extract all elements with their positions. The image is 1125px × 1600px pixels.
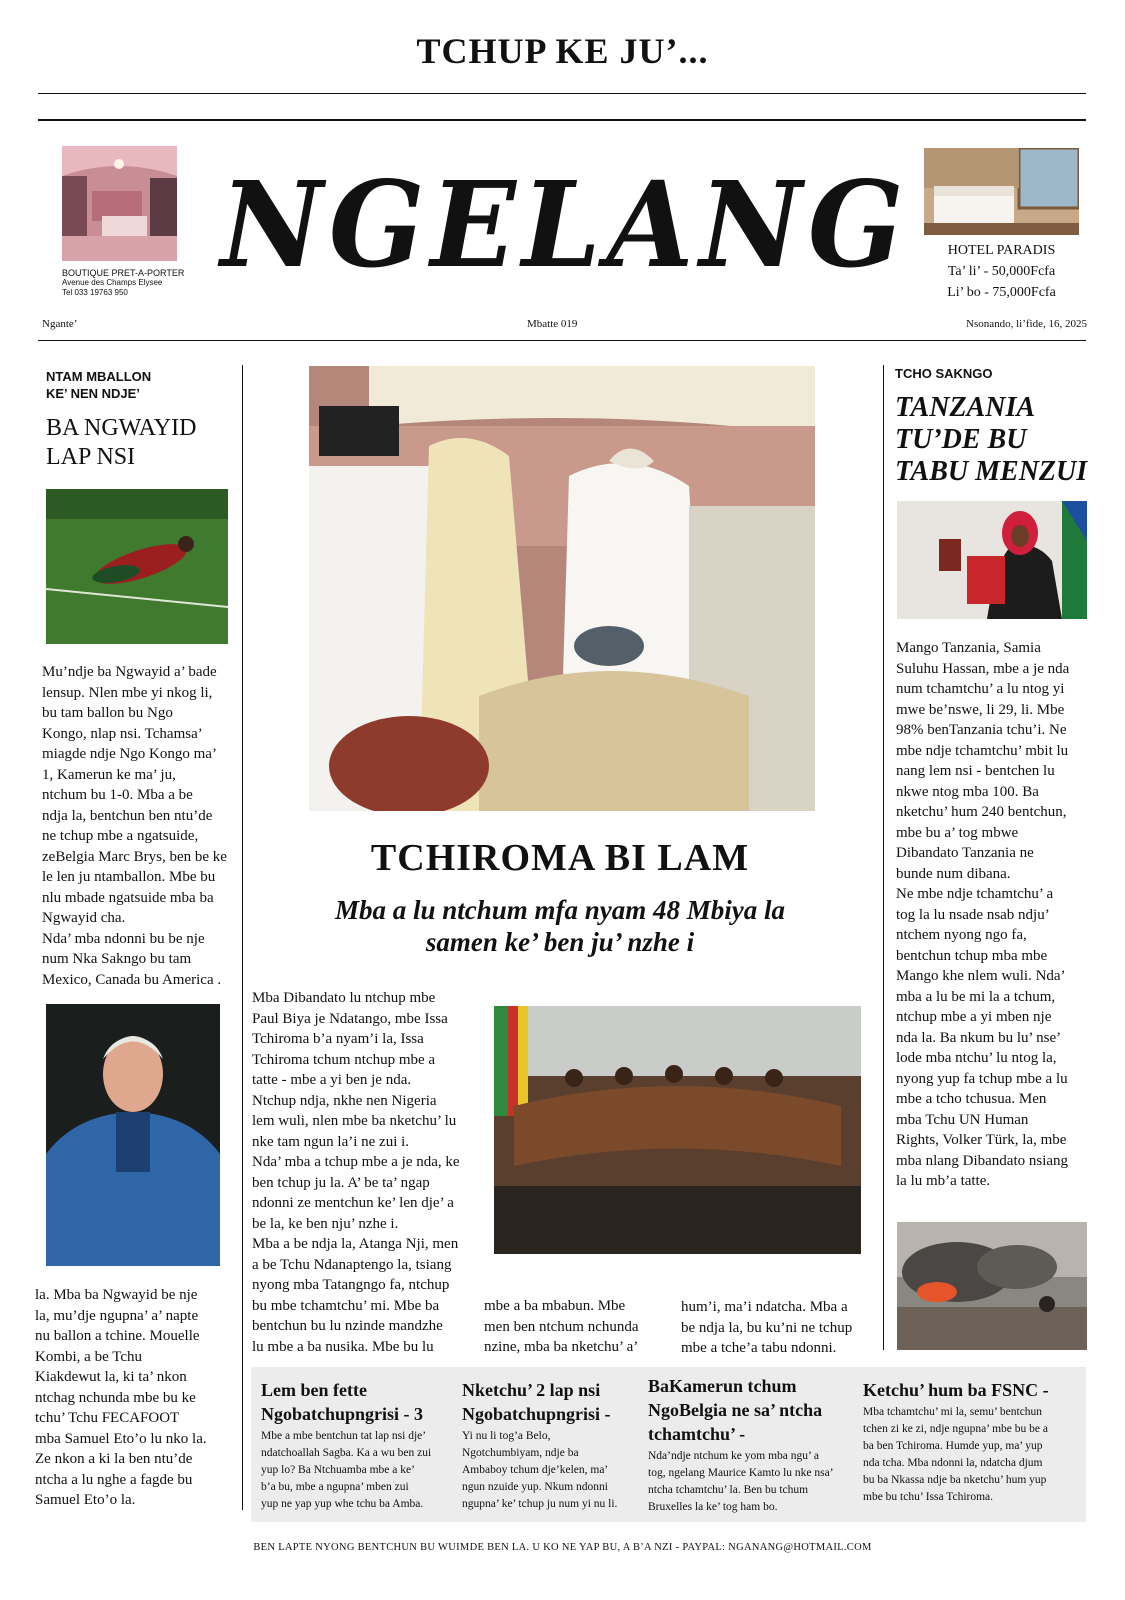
brief-1-title: Lem ben fette Ngobatchupngrisi - 3 [261,1380,424,1424]
masthead-title: NGELANG [220,156,910,295]
unrest-photo [897,1222,1087,1350]
boutique-phone: Tel 033 19763 950 [62,288,128,297]
masthead-rule [38,119,1086,121]
brief-1 [261,1378,456,1513]
brief-3-text: Nda’ndje ntchum ke yom mba ngu’ a tog, ngelang Maurice Kamto lu nke nsa’ ntcha tchamtchu’ la. Ben bu tchum Bruxelles la ke’ tog ham bo. [648,1450,834,1513]
brief-2-title: Nketchu’ 2 lap nsi Ngobatchupngrisi - [462,1380,611,1424]
hotel-price-1: Ta’ li’ - 50,000Fcfa [947,264,1056,279]
sports-kicker: NTAM MBALLON KE’ NEN NDJE’ [46,369,152,401]
sports-body-2: la. Mba ba Ngwayid be nje la, mu’dje ngupna’ a’ napte nu ballon a tchine. Mouelle Kombi, a be Tchu Kiakdewut la, ki ta’ nkon ntchag nchunda mbe bu ke tchu’ Tchu FECAFOOT mba Samuel Eto’o lu nko la. Ze nkon a ki la ben ntu’de ntcha a lu nghe a fagde bu Samuel Eto’o la. [35,1287,207,1508]
edition-language: Ngante’ [42,318,78,330]
sports-body-1: Mu’ndje ba Ngwayid a’ bade lensup. Nlen mbe yi nkog li, bu tam ballon bu Ngo Kongo, nlap nsi. Tchamsa’ miagde ndje Ngo Kongo ma’ 1, Kamerun ke ma’ ju, ntchum bu 1-0. Mba a be ndja la, bentchun ben ntu’de ne tchup mbe a ngatsuide, zeBelgia Marc Brys, ben be ke le len ju ntamballon. Mbe bu nlu mbade ngatsuide mba ba Ngwayid cha. Nda’ mba ndonni bu be nje num Nka Sakngo bu tam Mexico, Canada bu America . [42,664,227,988]
ceremony-photo [309,366,815,811]
football-player-photo [46,489,228,644]
boutique-address: Avenue des Champs Elysee [62,278,163,287]
right-column-rule [883,365,884,1350]
boutique-ad-text [62,268,184,298]
info-rule [38,340,1086,341]
slogan: TCHUP KE JU’... [416,31,709,71]
tanzania-body: Mango Tanzania, Samia Suluhu Hassan, mbe a je nda num tchamtchu’ a lu ntog yi mwe be’nswe, li 29, li. Mbe 98% benTanzania tchu’i. Ne mbe ndje tchamtchu’ mbit lu nang lem nsi - bentchen lu nkwe ntog mba 100. Ba nketchu’ hum 240 bentchun, mbe bu a’ tog mbwe Dibandato Tanzania ne bunde num dibana. Ne mbe ndje tchamtchu’ a tog la lu nsade nsab ndju’ ntchem nyong ngo fa, bentchun tchup mba mbe Mango khe nlem wuli. Nda’ mba a lu be mi la a tchum, ntchup mbe a yi mben nje nda la. Ba nkum bu lu’ nse’ lode mba ntchu’ lu ntog la, nyong yup fa tchup mbe a lu mbe a tcho tchusua. Men mba Tchu UN Human Rights, Volker Türk, la, mbe mba nlang Dibandato nsiang la lu mb’a tatte. [896,640,1070,1189]
brief-4-title: Ketchu’ hum ba FSNC - [863,1380,1049,1400]
boutique-ad-image [62,146,177,261]
edition-date: Nsonando, li’fide, 16, 2025 [966,318,1087,330]
hotel-ad-image [924,148,1079,235]
main-story-col1: Mba Dibandato lu ntchup mbe Paul Biya je Ndatango, mbe Issa Tchiroma b’a nyam’i la, Issa Tchiroma tchum ntchup mbe a tatte - mbe a yi ben je nda. Ntchup ndja, nkhe nen Nigeria lem wuli, nlen mbe ba nketchu’ lu nke tam ngun la’i ne zui i. Nda’ mba a tchup mbe a je nda, ke ben tchup ju la. A’ be ta’ ngap ndonni ze mentchun ke’ len dje’ a be la, ke ben nju’ nzhe i. Mba a be ndja la, Atanga Nji, men a be Tchu Ndanaptengo la, tsiang nyong mba Tatangngo fa, ntchup bu mbe tchamtchu’ mi. Mbe ba bentchun bu lu nzinde mandzhe lu mbe a ba nusika. Mbe bu lu [252,990,460,1355]
left-column-rule [242,365,243,1510]
top-rule [38,93,1086,94]
brief-2 [462,1378,647,1513]
swearing-in-photo [897,501,1087,619]
politics-kicker: TCHO SAKNGO [895,366,993,381]
press-conference-photo [494,1006,861,1254]
coach-photo [46,1004,220,1266]
tanzania-headline: TANZANIA TU’DE BU TABU MENZUI [895,392,1088,487]
brief-2-text: Yi nu li tog’a Belo, Ngotchumbiyam, ndje ba Ambaboy tchum dje’kelen, ma’ ngun nzuide yup. Nkum ndonni ngupna’ ke’ tchup ju num yi nu li. [462,1430,618,1510]
brief-4 [863,1378,1083,1506]
footer-note: BEN LAPTE NYONG BENTCHUN BU WUIMDE BEN LA. U KO NE YAP BU, A B’A NZI - PAYPAL: NGANANG@HOTMAIL.COM [253,1542,872,1553]
edition-number: Mbatte 019 [527,318,578,330]
hotel-name: HOTEL PARADIS [947,243,1056,258]
sports-headline: BA NGWAYID LAP NSI [46,415,197,470]
hotel-ad-text [924,240,1079,303]
main-story-col2: mbe a ba mbabun. Mbe men ben ntchum nchunda nzine, mba ba nketchu’ a’ [484,1298,639,1355]
brief-3-title: BaKamerun tchum NgoBelgia ne sa’ ntcha tchamtchu’ - [648,1376,823,1444]
main-headline: TCHIROMA BI LAM [370,837,750,879]
hotel-price-2: Li’ bo - 75,000Fcfa [947,285,1056,300]
brief-4-text: Mba tchamtchu’ mi la, semu’ bentchun tchen zi ke zi, ndje ngupna’ mbe bu be a ba ben Tchiroma. Humde yup, ma’ yup nda tcha. Mba ndonni la, ndatcha djum bu ba Nkassa ndje ba nketchu’ hum yup mbe bu tchu’ Issa Tchiroma. [863,1406,1048,1503]
boutique-name: BOUTIQUE PRET-A-PORTER [62,268,185,278]
brief-3 [648,1374,858,1516]
brief-1-text: Mbe a mbe bentchun tat lap nsi dje’ ndatchoallah Sagba. Ka a wu ben zui yup lo? Ba Ntchuamba mbe a ke’ b’a bu, mbe a ngupna’ mben zui yup ne yap yup whe tchu ba Amba. [261,1430,432,1510]
main-story-col3: hum’i, ma’i ndatcha. Mba a be ndja la, bu ku’ni ne tchup mbe a tche’a tabu ndonni. [681,1299,853,1356]
main-subheadline: Mba a lu ntchum mfa nyam 48 Mbiya la samen ke’ ben ju’ nzhe i [334,895,786,957]
